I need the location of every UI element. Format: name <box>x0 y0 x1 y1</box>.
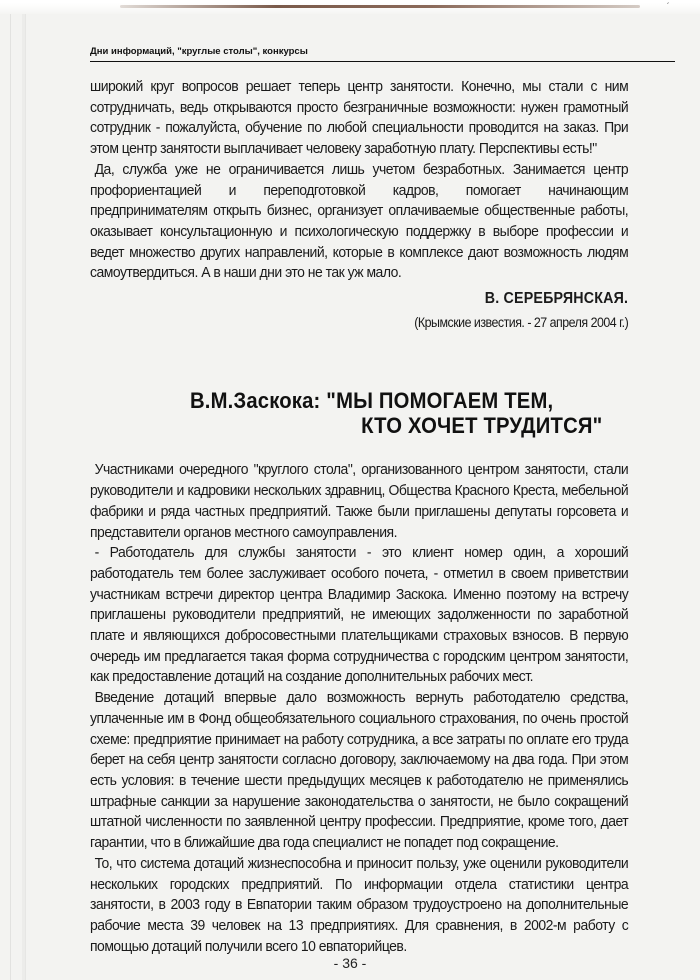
headline-line-2: КТО ХОЧЕТ ТРУДИТСЯ" <box>361 413 603 439</box>
headline-line-1: В.М.Заскока: "МЫ ПОМОГАЕМ ТЕМ, <box>190 388 554 414</box>
article-paragraph: широкий круг вопросов решает теперь центр занятости. Конечно, мы стали с ним сотрудничать, ведь открываются просто безграничные возможности: нужен грамотный сотрудник - пожалуйста, обучение по любой специальности проводится на заказ. При этом центр занятости выплачивает человеку заработную плату. Перспективы есть!" <box>90 78 629 158</box>
article-source: (Крымские известия. - 27 апреля 2004 г.) <box>414 314 629 330</box>
article-headline <box>190 388 650 438</box>
page-number: - 36 - <box>333 955 367 971</box>
top-decorative-rule <box>120 5 640 8</box>
article-paragraph: Введение дотаций впервые дало возможность вернуть работодателю средства, уплаченные им в Фонд общеобязательного социального страхования, по очень простой схеме: предприятие принимает на работу сотрудника, а все затраты по оплате его труда берет на себя центр занятости согласно договору, заключаемому на два года. При этом есть условия: в течение шести предыдущих месяцев к работодателю не применялись штрафные санкции за нарушение законодательства о занятости, не было сокращений штатной численности по заявленной центру профессии. Предприятие, кроме того, дает гарантии, что в ближайшие два года специалист не попадет под сокращение. <box>90 689 629 852</box>
article-paragraph: - Работодатель для службы занятости - это клиент номер один, а хороший работодатель тем более заслуживает особого почета, - отметил в своем приветствии участникам встречи директор центра Владимир Заскока. Именно поэтому на встречу приглашены руководители предприятий, не имеющих задолженности по заработной плате и являющихся добросовестными плательщиками страховых взносов. В первую очередь им предлагается такая форма сотрудничества с городским центром занятости, как предоставление дотаций на создание дополнительных рабочих мест. <box>90 544 629 686</box>
running-head: Дни информаций, "круглые столы", конкурсы <box>90 46 675 62</box>
article-paragraph: Да, служба уже не ограничивается лишь учетом безработных. Занимается центр профориентацией и переподготовкой кадров, помогает начинающим предпринимателям открыть бизнес, организует оплачиваемые общественные работы, оказывает консультационную и психологическую поддержку в выборе профессии и ведет множество других направлений, которые в комплексе дают возможность людям самоутвердиться. А в наши дни это не так уж мало. <box>90 160 629 282</box>
article-author: В. СЕРЕБРЯНСКАЯ. <box>484 290 629 308</box>
page-content <box>90 46 690 957</box>
first-article <box>90 77 628 333</box>
article-paragraph: Участниками очередного "круглого стола", организованного центром занятости, стали руководители и кадровики нескольких здравниц, Общества Красного Креста, мебельной фабрики и ряда частных предприятий. Также были приглашены депутаты горсовета и представители органов местного самоуправления. <box>90 461 629 541</box>
book-spine-line <box>22 14 25 980</box>
second-article <box>90 460 628 957</box>
corner-mark: ´ <box>666 2 670 13</box>
article-paragraph: То, что система дотаций жизнеспособна и приносит пользу, уже оценили руководители нескольких городских предприятий. По информации отдела статистики центра занятости, в 2003 году в Евпатории таким образом трудоустроено на дополнительные рабочие места 39 человек на 13 предприятиях. Для сравнения, в 2002-м работу с помощью дотаций получили всего 10 евпаторийцев. <box>90 854 629 955</box>
